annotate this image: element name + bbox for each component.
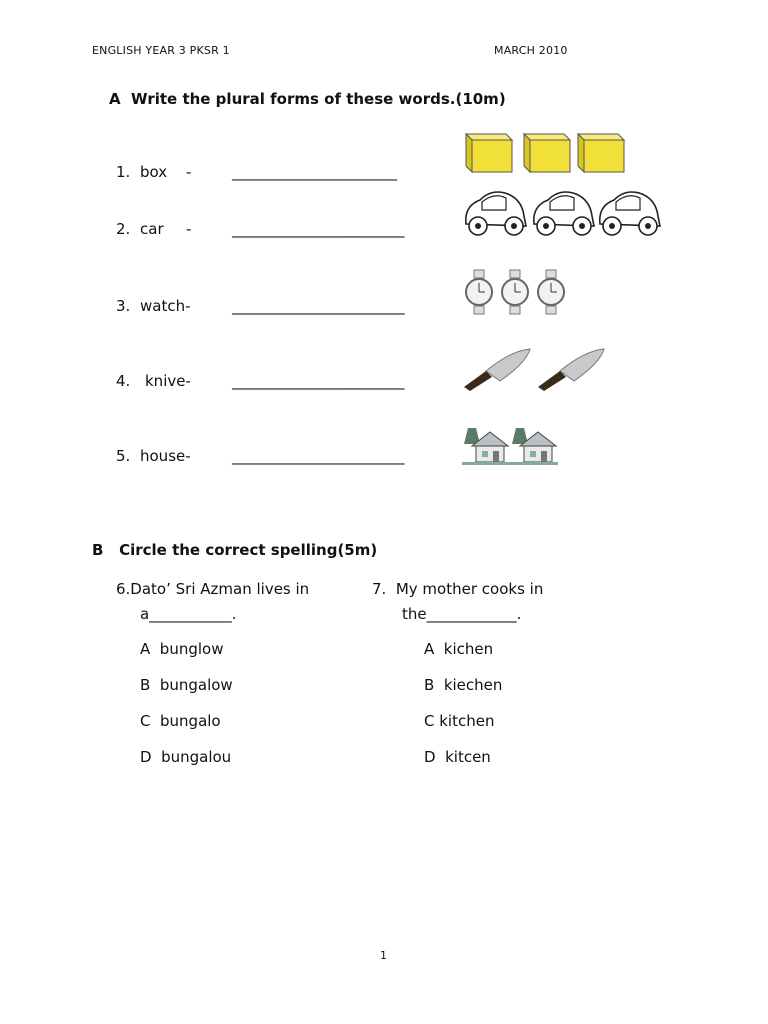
question-7-line1: 7. My mother cooks in [372, 580, 544, 598]
item-5-number: 5. [116, 447, 131, 465]
question-6-option-c[interactable]: C bungalo [140, 712, 221, 730]
box-icon [578, 134, 624, 172]
box-icon [466, 134, 512, 172]
knife-icon [538, 349, 604, 391]
item-4-word: knive- [145, 372, 191, 390]
question-7-line2: the____________. [402, 605, 522, 623]
item-1-blank[interactable]: ______________________ [232, 163, 397, 181]
item-1-dash: - [186, 163, 192, 181]
house-icon [510, 428, 558, 465]
three-cars-icon [460, 184, 664, 240]
item-2-blank[interactable]: _______________________ [232, 220, 405, 238]
knife-icon [464, 349, 530, 391]
header-right: MARCH 2010 [494, 44, 568, 57]
house-icon [462, 428, 510, 465]
car-icon [600, 192, 660, 235]
page-number: 1 [380, 949, 388, 962]
two-knives-icon [460, 345, 606, 391]
item-4-blank[interactable]: _______________________ [232, 372, 405, 390]
item-3-word: watch- [140, 297, 191, 315]
question-7-option-b[interactable]: B kiechen [424, 676, 503, 694]
item-1-word: box [140, 163, 168, 181]
box-icon [524, 134, 570, 172]
item-1-number: 1. [116, 163, 131, 181]
section-a-title: A Write the plural forms of these words.(10m) [109, 90, 506, 108]
question-7-option-d[interactable]: D kitcen [424, 748, 491, 766]
item-4-number: 4. [116, 372, 131, 390]
header-left: ENGLISH YEAR 3 PKSR 1 [92, 44, 230, 57]
item-3-blank[interactable]: _______________________ [232, 297, 405, 315]
question-7-option-a[interactable]: A kichen [424, 640, 494, 658]
section-b-title: B Circle the correct spelling(5m) [92, 541, 378, 559]
question-6-line1: 6.Dato’ Sri Azman lives in [116, 580, 310, 598]
item-2-number: 2. [116, 220, 131, 238]
question-6-option-b[interactable]: B bungalow [140, 676, 233, 694]
car-icon [534, 192, 594, 235]
three-watches-icon [460, 268, 572, 316]
car-icon [466, 192, 526, 235]
item-3-number: 3. [116, 297, 131, 315]
item-2-dash: - [186, 220, 192, 238]
item-5-word: house- [140, 447, 191, 465]
item-2-word: car [140, 220, 164, 238]
question-6-option-a[interactable]: A bunglow [140, 640, 224, 658]
question-6-option-d[interactable]: D bungalou [140, 748, 232, 766]
question-6-line2: a___________. [140, 605, 237, 623]
two-houses-icon [460, 422, 560, 466]
watch-icon [502, 270, 528, 314]
watch-icon [538, 270, 564, 314]
three-boxes-icon [462, 130, 632, 176]
question-7-option-c[interactable]: C kitchen [424, 712, 495, 730]
watch-icon [466, 270, 492, 314]
item-5-blank[interactable]: _______________________ [232, 447, 405, 465]
